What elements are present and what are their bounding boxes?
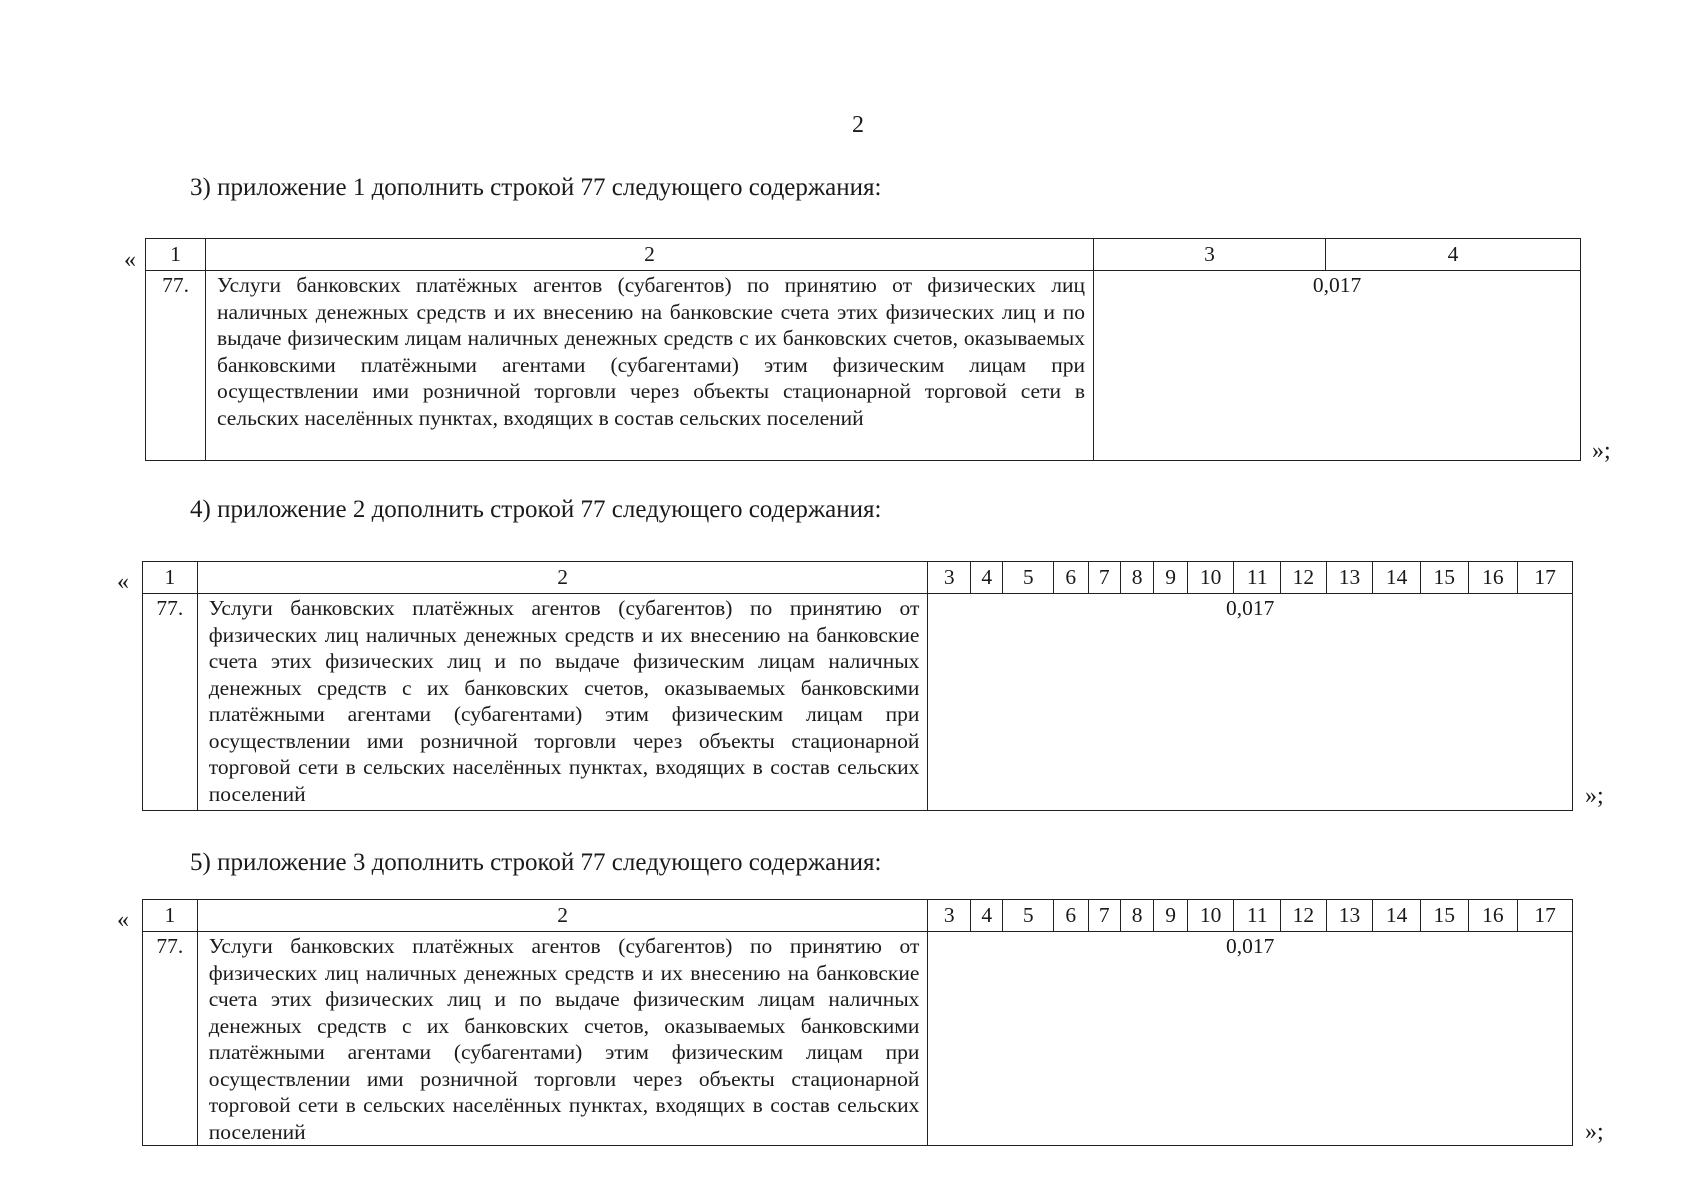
quote-open-mark: « <box>124 247 136 273</box>
header-cell: 15 <box>1420 900 1468 932</box>
header-cell: 10 <box>1187 900 1234 932</box>
header-cell: 3 <box>928 900 971 932</box>
header-cell: 17 <box>1518 562 1573 594</box>
header-cell: 1 <box>143 900 198 932</box>
header-cell: 4 <box>970 900 1002 932</box>
row-description: Услуги банковских платёжных агентов (субагентов) по принятию от физических лиц наличных денежных средств и их внесению на банковские счета этих физических лиц и по выдаче физическим лицам наличных денежных средств с их банковских счетов, оказываемых банковскими платёжными агентами (субагентами) этим физическим лицам при осуществлении ими розничной торговли через объекты стационарной торговой сети в сельских населённых пунктах, входящих в состав сельских поселений <box>197 594 928 811</box>
quote-close-mark: »; <box>1592 438 1611 464</box>
header-cell: 2 <box>206 239 1094 271</box>
row-description: Услуги банковских платёжных агентов (субагентов) по принятию от физических лиц наличных денежных средств и их внесению на банковские счета этих физических лиц и по выдаче физическим лицам наличных денежных средств с их банковских счетов, оказываемых банковскими платёжными агентами (субагентами) этим физическим лицам при осуществлении ими розничной торговли через объекты стационарной торговой сети в сельских населённых пунктах, входящих в состав сельских поселений <box>206 271 1094 461</box>
header-cell: 7 <box>1088 900 1120 932</box>
amendment-table-appendix-1 <box>145 238 1581 461</box>
header-cell: 10 <box>1187 562 1234 594</box>
header-cell: 5 <box>1003 562 1054 594</box>
row-number: 77. <box>143 932 198 1146</box>
header-cell: 5 <box>1003 900 1054 932</box>
header-cell: 14 <box>1373 900 1421 932</box>
row-number: 77. <box>146 271 206 461</box>
row-value: 0,017 <box>1094 271 1581 461</box>
table-header-row <box>146 239 1581 271</box>
table-row <box>143 932 1573 1146</box>
quote-open-mark: « <box>117 907 129 933</box>
header-cell: 13 <box>1326 900 1373 932</box>
row-number: 77. <box>143 594 198 811</box>
header-cell: 1 <box>143 562 198 594</box>
header-cell: 16 <box>1468 562 1518 594</box>
header-cell: 8 <box>1120 900 1153 932</box>
header-cell: 14 <box>1373 562 1421 594</box>
header-cell: 17 <box>1518 900 1573 932</box>
page-number: 2 <box>852 112 864 138</box>
section-4-heading: 4) приложение 2 дополнить строкой 77 следующего содержания: <box>190 496 882 523</box>
row-value: 0,017 <box>928 594 1573 811</box>
header-cell: 9 <box>1154 562 1187 594</box>
table-header-row <box>143 900 1573 932</box>
quote-open-mark: « <box>117 569 129 595</box>
header-cell: 2 <box>197 562 928 594</box>
header-cell: 4 <box>970 562 1002 594</box>
quote-close-mark: »; <box>1585 783 1604 809</box>
quote-close-mark: »; <box>1585 1119 1604 1145</box>
header-cell: 15 <box>1420 562 1468 594</box>
header-cell: 13 <box>1326 562 1373 594</box>
header-cell: 4 <box>1326 239 1581 271</box>
header-cell: 3 <box>1094 239 1326 271</box>
row-value: 0,017 <box>928 932 1573 1146</box>
amendment-table-appendix-2 <box>142 561 1573 811</box>
row-description: Услуги банковских платёжных агентов (субагентов) по принятию от физических лиц наличных денежных средств и их внесению на банковские счета этих физических лиц и по выдаче физическим лицам наличных денежных средств с их банковских счетов, оказываемых банковскими платёжными агентами (субагентами) этим физическим лицам при осуществлении ими розничной торговли через объекты стационарной торговой сети в сельских населённых пунктах, входящих в состав сельских поселений <box>197 932 928 1146</box>
table-header-row <box>143 562 1573 594</box>
table-row <box>146 271 1581 461</box>
header-cell: 12 <box>1281 900 1327 932</box>
header-cell: 6 <box>1054 562 1088 594</box>
header-cell: 6 <box>1054 900 1088 932</box>
header-cell: 8 <box>1120 562 1153 594</box>
section-3-heading: 3) приложение 1 дополнить строкой 77 следующего содержания: <box>190 174 882 201</box>
header-cell: 7 <box>1088 562 1120 594</box>
header-cell: 9 <box>1154 900 1187 932</box>
header-cell: 11 <box>1234 900 1281 932</box>
header-cell: 2 <box>197 900 928 932</box>
header-cell: 12 <box>1281 562 1327 594</box>
header-cell: 1 <box>146 239 206 271</box>
amendment-table-appendix-3 <box>142 899 1573 1146</box>
section-5-heading: 5) приложение 3 дополнить строкой 77 следующего содержания: <box>190 849 882 876</box>
header-cell: 3 <box>928 562 971 594</box>
table-row <box>143 594 1573 811</box>
header-cell: 16 <box>1468 900 1518 932</box>
header-cell: 11 <box>1234 562 1281 594</box>
